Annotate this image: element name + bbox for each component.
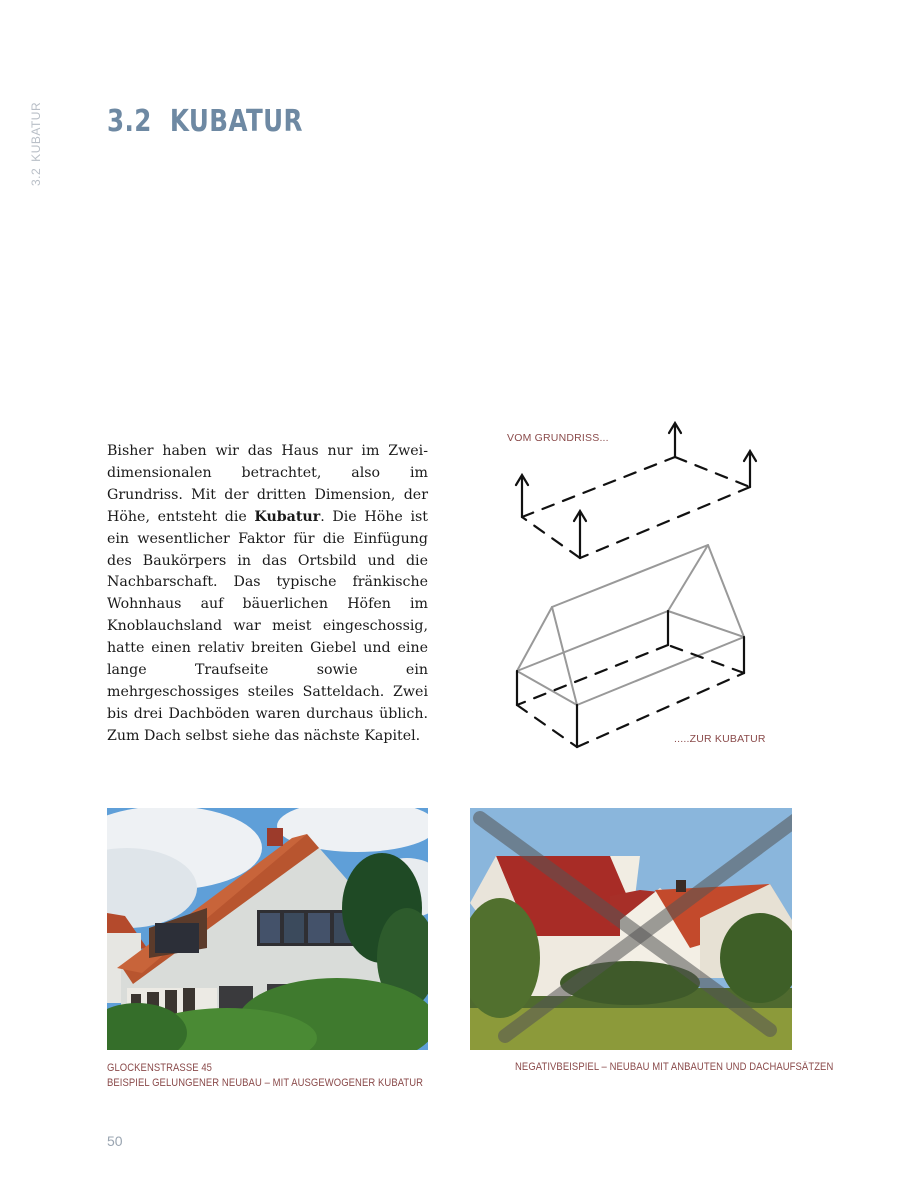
page-number: 50 (107, 1133, 123, 1149)
page-title (107, 104, 303, 139)
body-paragraph (107, 441, 428, 748)
cubature-sketch (517, 545, 744, 747)
side-tab-number: 3.2 (29, 167, 43, 186)
diagram-label-top: VOM GRUNDRISS... (507, 432, 609, 444)
section-number: 3.2 (107, 104, 152, 139)
caption-good-example-address: GLOCKENSTRASSE 45 (107, 1062, 213, 1074)
house-photo-illustration (107, 808, 428, 1050)
body-text-start: Bisher haben wir das Haus nur im Zweidimensionalen betrachtet, also im Grundriss. Mit der dritten Dimension, der Höhe, entsteht die (107, 443, 428, 525)
house-photo-crossed-out (470, 808, 792, 1050)
photo-negative-example (470, 808, 792, 1050)
diagram-label-bottom: .....ZUR KUBATUR (674, 733, 766, 745)
floorplan-to-cubature-diagram (470, 415, 800, 760)
side-tab-label: KUBATUR (29, 101, 43, 162)
photo-good-example (107, 808, 428, 1050)
caption-negative-example: NEGATIVBEISPIEL – NEUBAU MIT ANBAUTEN UND DACHAUFSÄTZEN (515, 1061, 834, 1073)
side-chapter-tab (29, 102, 43, 186)
body-text-bold: Kubatur (254, 508, 321, 525)
section-title: KUBATUR (169, 104, 303, 139)
caption-good-example-description: BEISPIEL GELUNGENER NEUBAU – MIT AUSGEWOGENER KUBATUR (107, 1077, 424, 1089)
body-text-end: . Die Höhe ist ein wesentlicher Faktor für die Einfügung des Baukörpers in das Ortsbild und die Nachbarschaft. Das typische fränkische Wohnhaus auf bäuerlichen Höfen im Knoblauchsland war meist eingeschossig, hatte einen relativ breiten Giebel und eine lange Traufseite sowie ein mehrgeschossiges steiles Satteldach. Zwei bis drei Dachböden waren durchaus üblich. Zum Dach selbst siehe das nächste Kapitel. (107, 508, 428, 744)
